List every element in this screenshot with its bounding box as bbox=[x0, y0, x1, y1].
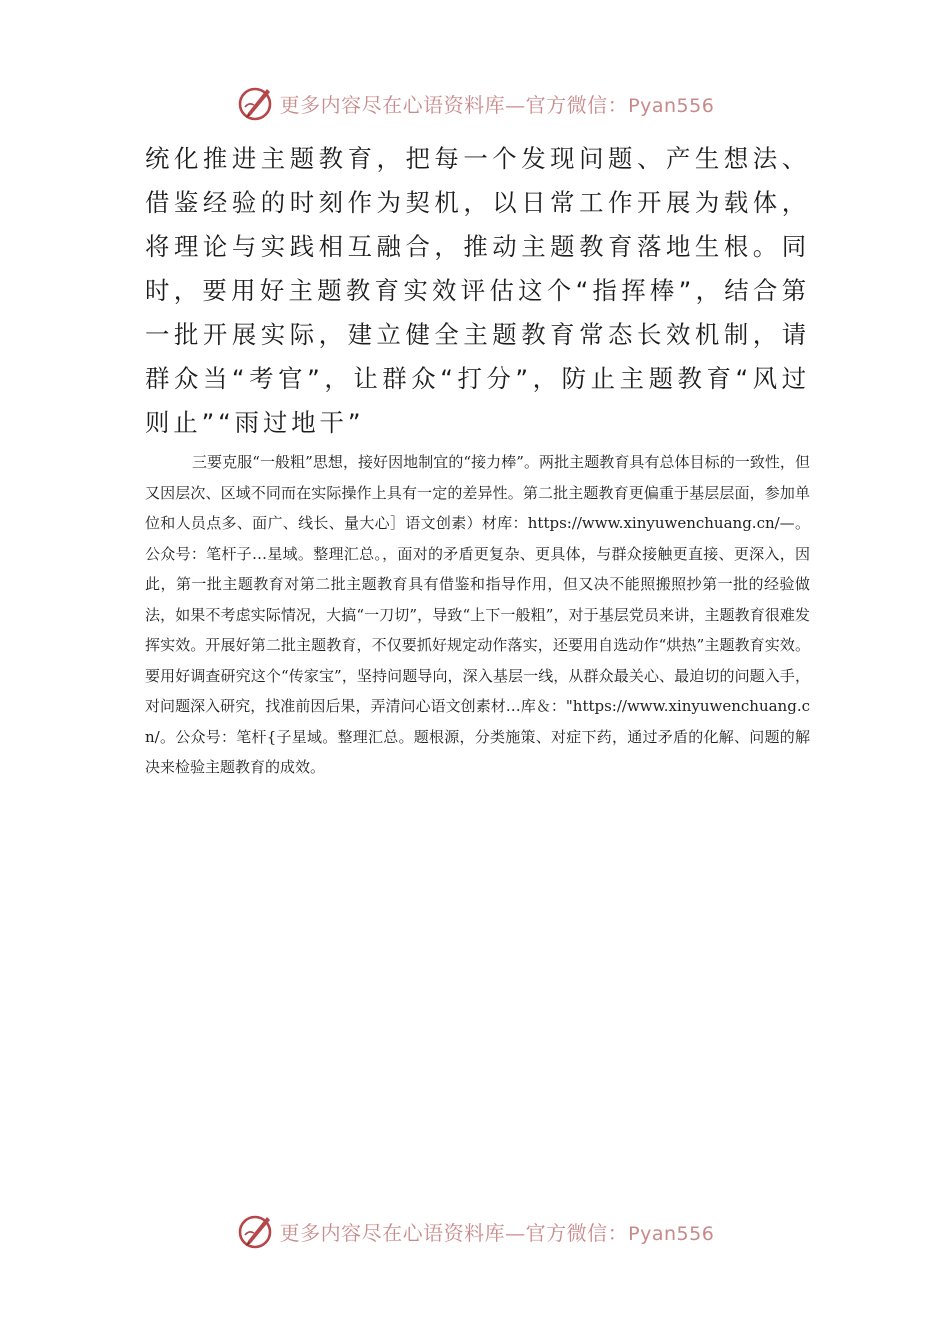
header-banner-content bbox=[236, 83, 715, 123]
pen-logo-icon bbox=[236, 1211, 276, 1251]
footer-banner-content bbox=[236, 1211, 715, 1251]
pen-logo-icon bbox=[236, 83, 276, 123]
footer-banner bbox=[0, 1208, 950, 1254]
footer-banner-text: 更多内容尽在心语资料库—官方微信：Pyan556 bbox=[279, 1220, 715, 1245]
body-paragraph-large: 统化推进主题教育，把每一个发现问题、产生想法、借鉴经验的时刻作为契机，以日常工作开展为载体，将理论与实践相互融合，推动主题教育落地生根。同时，要用好主题教育实效评估这个“指挥棒”，结合第一批开展实际，建立健全主题教育常态长效机制，请群众当“考官”，让群众“打分”，防止主题教育“风过则止”“雨过地干” bbox=[145, 144, 810, 437]
header-banner bbox=[0, 80, 950, 126]
body-paragraph-small: 三要克服“一般粗”思想，接好因地制宜的“接力棒”。两批主题教育具有总体目标的一致性，但又因层次、区域不同而在实际操作上具有一定的差异性。第二批主题教育更偏重于基层层面，参加单位和人员点多、面广、线长、量大心］语文创素）材库：https://www.xinyuwenchuang.cn/—。公众号：笔杆子…星域。整理汇总。，面对的矛盾更复杂、更具体，与群众接触更直接、更深入，因此，第一批主题教育对第二批主题教育具有借鉴和指导作用，但又决不能照搬照抄第一批的经验做法，如果不考虑实际情况，大搞“一刀切”，导致“上下一般粗”，对于基层党员来讲，主题教育很难发挥实效。开展好第二批主题教育，不仅要抓好规定动作落实，还要用自选动作“烘热”主题教育实效。要用好调查研究这个“传家宝”，坚持问题导向，深入基层一线，从群众最关心、最迫切的问题入手，对问题深入研究，找准前因后果，弄清问心语文创素材…库＆："https://www.xinyuwenchuang.cn/。公众号：笔杆{子星域。整理汇总。题根源，分类施策、对症下药，通过矛盾的化解、问题的解决来检验主题教育的成效。 bbox=[145, 453, 810, 776]
header-banner-text: 更多内容尽在心语资料库—官方微信：Pyan556 bbox=[279, 92, 715, 117]
